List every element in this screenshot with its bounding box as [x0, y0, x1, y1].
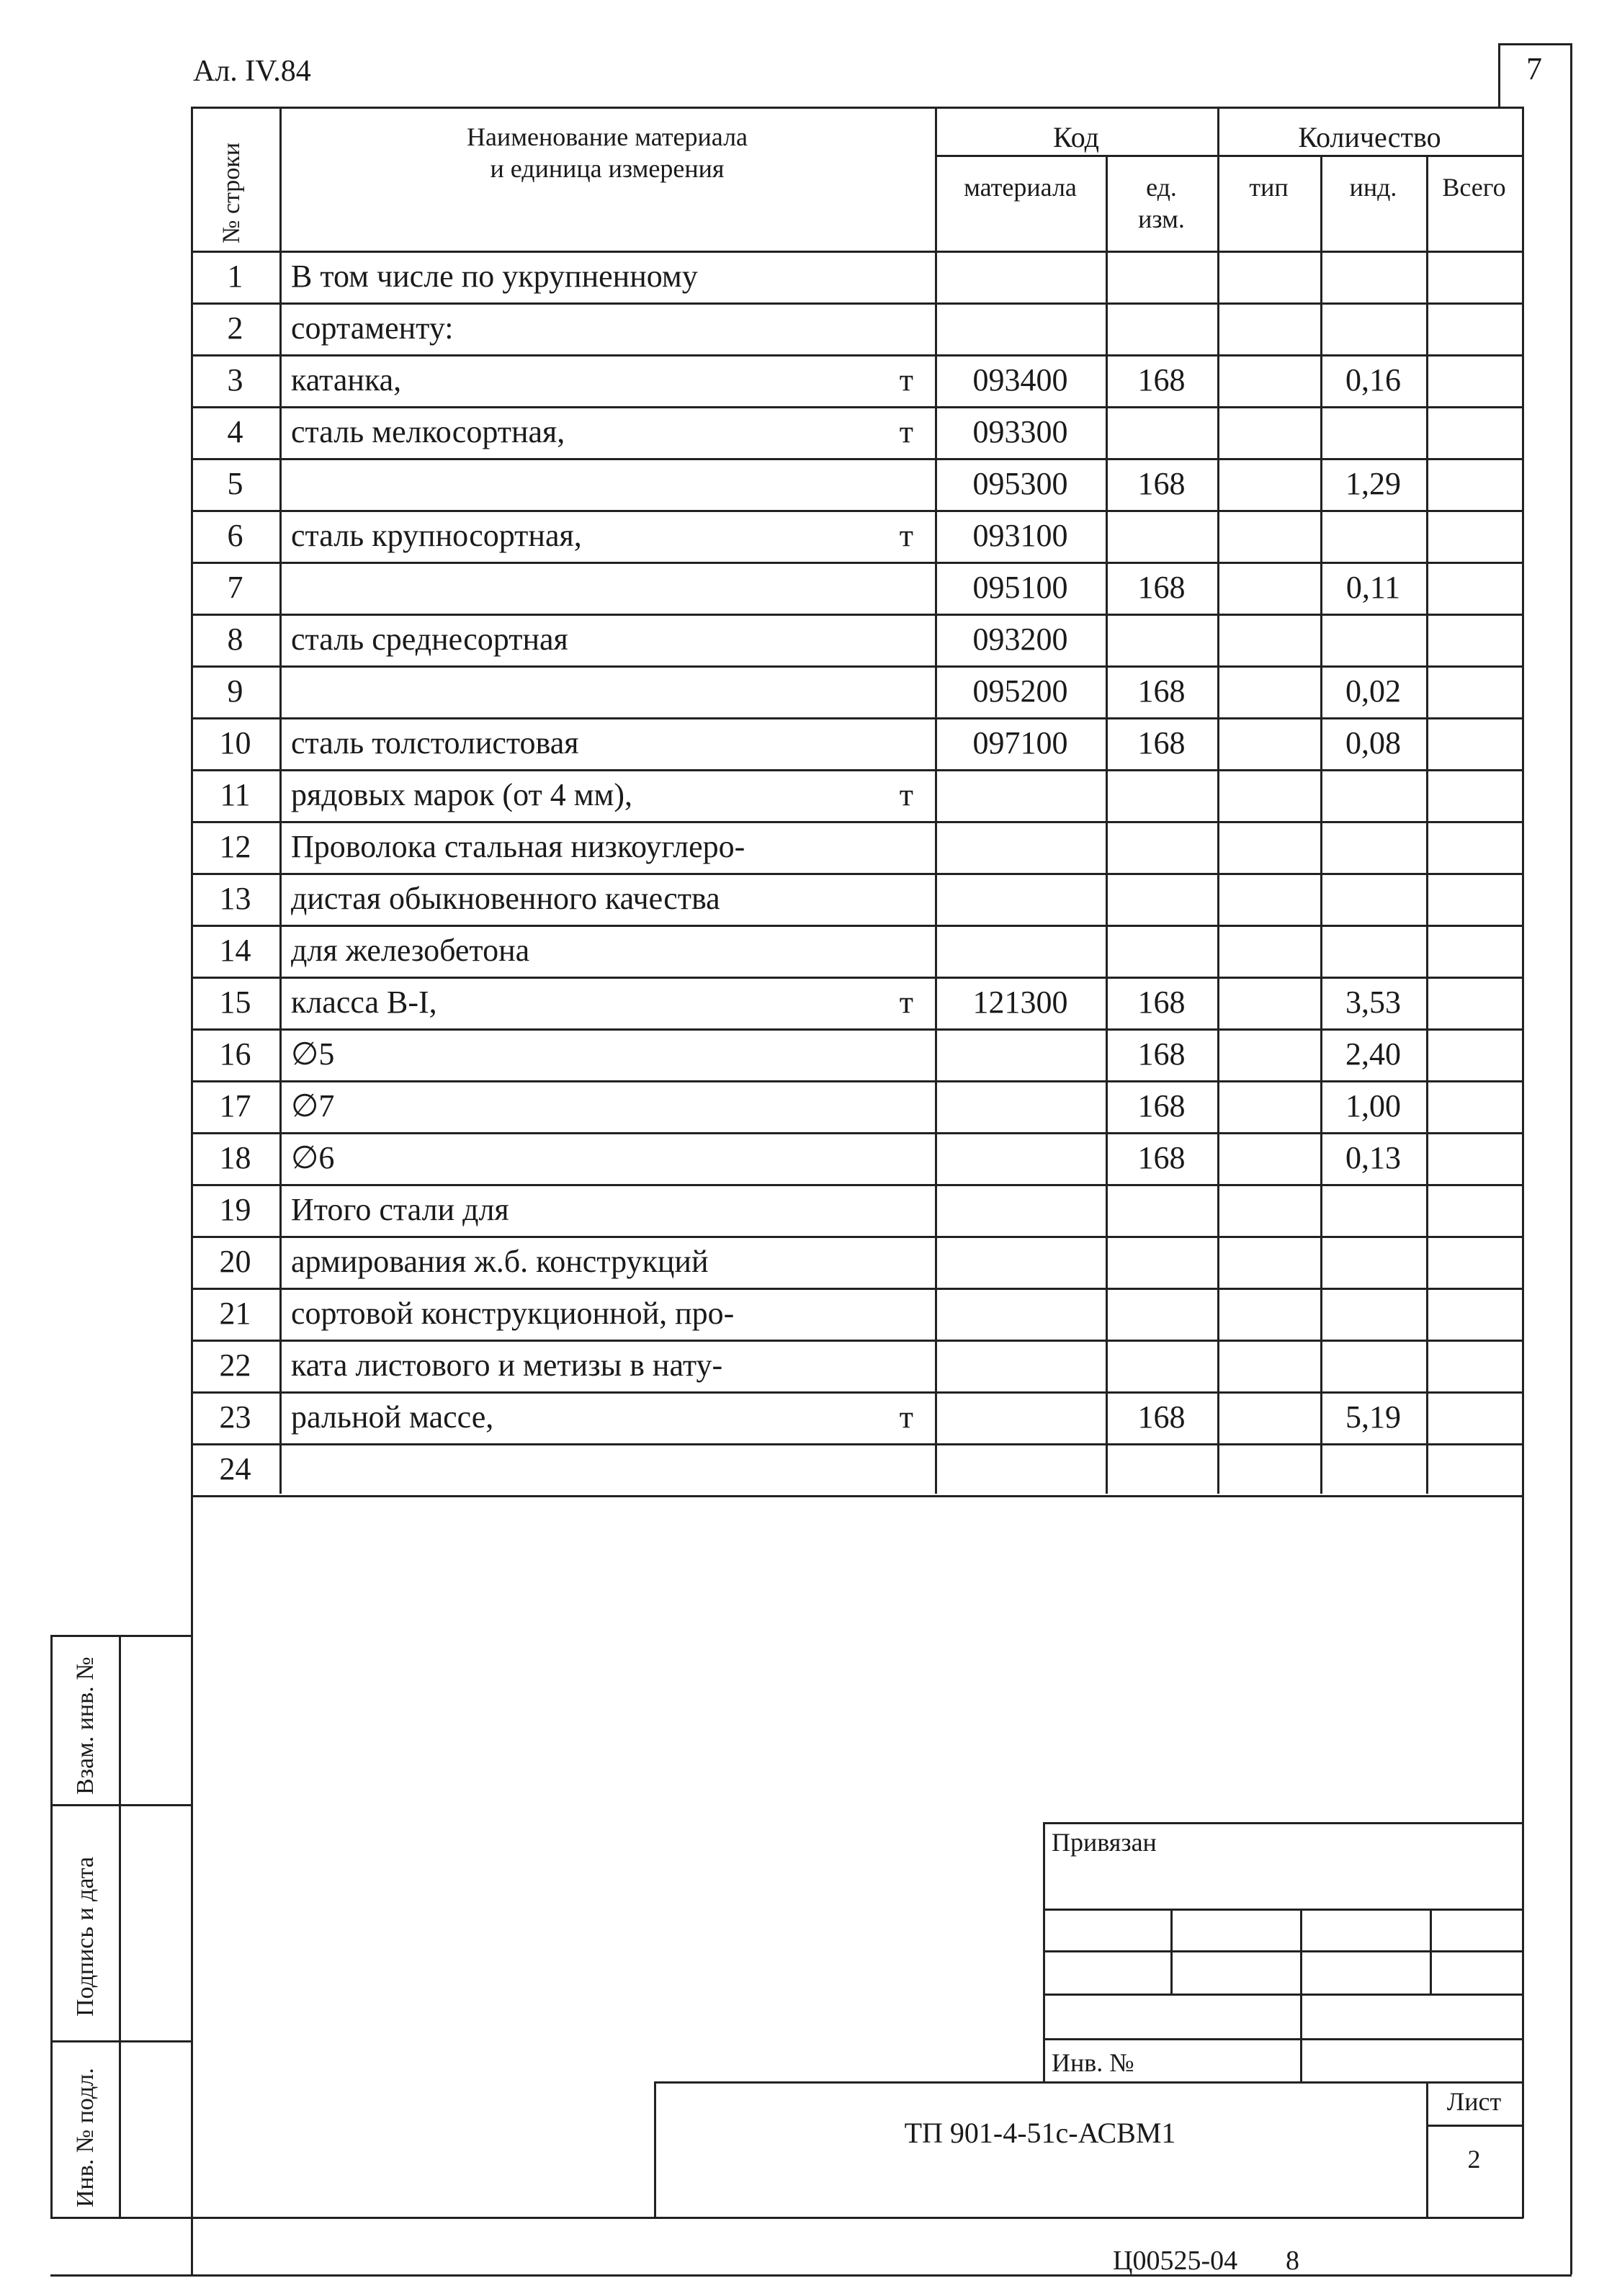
row-15-name: класса В-I, — [291, 985, 437, 1020]
row-5-n: 5 — [227, 466, 243, 501]
row-10-meas: 168 — [1137, 725, 1186, 761]
row-16-meas: 168 — [1137, 1036, 1186, 1072]
sheet-label: Лист — [1446, 2087, 1502, 2116]
row-7-ind: 0,11 — [1345, 570, 1401, 605]
row-4-code: 093300 — [972, 414, 1068, 449]
row-6-code: 093100 — [972, 518, 1068, 553]
row-11-unit: т — [899, 777, 913, 812]
row-19-n: 19 — [219, 1192, 251, 1227]
row-13-n: 13 — [219, 881, 251, 916]
row-20-name: армирования ж.б. конструкций — [291, 1244, 709, 1279]
code-unit-header-line2: изм. — [1138, 205, 1185, 233]
row-16-ind: 2,40 — [1345, 1036, 1401, 1072]
row-1-name: В том числе по укрупненному — [291, 259, 698, 294]
row-8-name: сталь среднесортная — [291, 622, 568, 657]
row-4-name: сталь мелкосортная, — [291, 414, 565, 449]
row-12-name: Проволока стальная низкоуглеро- — [291, 829, 745, 864]
row-3-ind: 0,16 — [1345, 362, 1401, 398]
row-23-ind: 5,19 — [1345, 1399, 1401, 1435]
sign-date-label: Подпись и дата — [72, 1857, 99, 2017]
row-9-ind: 0,02 — [1345, 673, 1401, 709]
row-16-name: ∅5 — [291, 1036, 335, 1072]
row-17-meas: 168 — [1137, 1088, 1186, 1124]
row-11-n: 11 — [220, 777, 251, 812]
row-10-n: 10 — [219, 725, 251, 761]
row-3-code: 093400 — [972, 362, 1068, 398]
row-23-meas: 168 — [1137, 1399, 1186, 1435]
row-3-name: катанка, — [291, 362, 402, 398]
row-number-header: № строки — [218, 142, 245, 243]
row-20-n: 20 — [219, 1244, 251, 1279]
row-9-n: 9 — [227, 673, 243, 709]
row-17-n: 17 — [219, 1088, 251, 1124]
row-22-name: ката листового и метизы в нату- — [291, 1347, 723, 1383]
qty-type-header: тип — [1249, 173, 1289, 202]
row-2-name: сортаменту: — [291, 310, 454, 346]
row-14-name: для железобетона — [291, 933, 530, 968]
archive-code: Ц00525-04 — [1113, 2246, 1238, 2276]
code-unit-header-line1: ед. — [1146, 173, 1177, 202]
row-21-n: 21 — [219, 1296, 251, 1331]
archive-page: 8 — [1286, 2246, 1299, 2276]
row-3-n: 3 — [227, 362, 243, 398]
row-7-code: 095100 — [972, 570, 1068, 605]
row-13-name: дистая обыкновенного качества — [291, 881, 720, 916]
row-24-n: 24 — [219, 1451, 251, 1486]
row-5-code: 095300 — [972, 466, 1068, 501]
row-10-name: сталь толстолистовая — [291, 725, 579, 761]
row-4-n: 4 — [227, 414, 243, 449]
row-21-name: сортовой конструкционной, про- — [291, 1296, 735, 1331]
album-reference: Ал. IV.84 — [193, 55, 311, 88]
row-15-unit: т — [899, 985, 913, 1020]
row-15-code: 121300 — [972, 985, 1068, 1020]
row-23-unit: т — [899, 1399, 913, 1435]
row-7-n: 7 — [227, 570, 243, 605]
row-18-name: ∅6 — [291, 1140, 335, 1175]
row-3-unit: т — [899, 362, 913, 398]
sheet-number: 2 — [1467, 2145, 1481, 2174]
row-9-code: 095200 — [972, 673, 1068, 709]
row-8-n: 8 — [227, 622, 243, 657]
row-9-meas: 168 — [1137, 673, 1186, 709]
row-5-meas: 168 — [1137, 466, 1186, 501]
row-1-n: 1 — [227, 259, 243, 294]
name-header-line1: Наименование материала — [466, 122, 748, 151]
row-4-unit: т — [899, 414, 913, 449]
bound-label: Привязан — [1052, 1828, 1157, 1857]
row-15-meas: 168 — [1137, 985, 1186, 1020]
row-18-n: 18 — [219, 1140, 251, 1175]
row-6-name: сталь крупносортная, — [291, 518, 582, 553]
code-group-header: Код — [1053, 121, 1099, 153]
row-15-ind: 3,53 — [1345, 985, 1401, 1020]
row-8-code: 093200 — [972, 622, 1068, 657]
row-15-n: 15 — [219, 985, 251, 1020]
row-10-code: 097100 — [972, 725, 1068, 761]
page-number: 7 — [1526, 51, 1542, 86]
row-17-ind: 1,00 — [1345, 1088, 1401, 1124]
row-11-name: рядовых марок (от 4 мм), — [291, 777, 633, 812]
row-23-n: 23 — [219, 1399, 251, 1435]
row-18-ind: 0,13 — [1345, 1140, 1401, 1175]
qty-ind-header: инд. — [1349, 173, 1397, 202]
row-19-name: Итого стали для — [291, 1192, 509, 1227]
name-header-line2: и единица измерения — [490, 154, 725, 183]
replaces-inv-label: Взам. инв. № — [72, 1656, 99, 1795]
row-7-meas: 168 — [1137, 570, 1186, 605]
row-2-n: 2 — [227, 310, 243, 346]
inv-original-label: Инв. № подл. — [72, 2068, 99, 2207]
qty-total-header: Всего — [1442, 173, 1506, 202]
row-6-n: 6 — [227, 518, 243, 553]
row-10-ind: 0,08 — [1345, 725, 1401, 761]
row-3-meas: 168 — [1137, 362, 1186, 398]
row-12-n: 12 — [219, 829, 251, 864]
row-18-meas: 168 — [1137, 1140, 1186, 1175]
row-5-ind: 1,29 — [1345, 466, 1401, 501]
inv-number-label: Инв. № — [1052, 2048, 1134, 2077]
qty-group-header: Количество — [1298, 121, 1441, 153]
row-17-name: ∅7 — [291, 1088, 335, 1124]
row-22-n: 22 — [219, 1347, 251, 1383]
row-6-unit: т — [899, 518, 913, 553]
row-16-n: 16 — [219, 1036, 251, 1072]
document-code: ТП 901-4-51с-АСВМ1 — [904, 2117, 1176, 2149]
code-material-header: материала — [964, 173, 1077, 202]
row-14-n: 14 — [219, 933, 251, 968]
row-23-name: ральной массе, — [291, 1399, 494, 1435]
